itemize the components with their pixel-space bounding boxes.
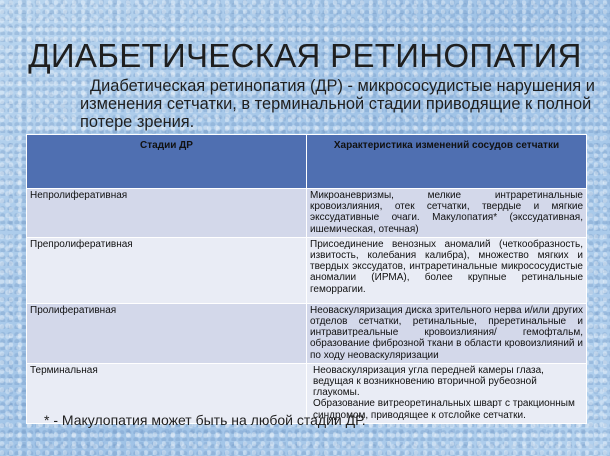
- stage-cell: Непролиферативная: [27, 189, 307, 238]
- stage-cell: Препролиферативная: [27, 237, 307, 303]
- description-line-1: Неоваскуляризация угла передней камеры глаза, ведущая к возникновению вторичной рубеозной глаукомы.: [313, 364, 544, 399]
- header-characteristic: Характеристика изменений сосудов сетчатки: [307, 135, 587, 189]
- stage-cell: Терминальная: [27, 363, 307, 423]
- dr-stages-table: [26, 134, 587, 424]
- table-row: [27, 189, 587, 238]
- header-stage: Стадии ДР: [27, 135, 307, 189]
- intro-line-1: Диабетическая ретинопатия (ДР) - микрососудистые нарушения и: [90, 77, 595, 95]
- table-row: [27, 237, 587, 303]
- description-cell: Микроаневризмы, мелкие интраретинальные кровоизлияния, отек сетчатки, твердые и мягкие экссудативные очаги. Макулопатия* (экссудативная, ишемическая, отечная): [307, 189, 587, 238]
- intro-paragraph: [80, 77, 595, 131]
- slide-title: ДИАБЕТИЧЕСКАЯ РЕТИНОПАТИЯ: [28, 37, 582, 74]
- stage-cell: Пролиферативная: [27, 303, 307, 363]
- intro-line-3: потере зрения.: [80, 113, 195, 131]
- table-header-row: [27, 135, 587, 189]
- description-cell: Присоединение венозных аномалий (четкообразность, извитость, колебания калибра), множество мягких и твердых экссудатов, интраретинальные микрососудистые аномалии (ИРМА), более крупные ретинальные геморрагии.: [307, 237, 587, 303]
- description-cell: Неоваскуляризация диска зрительного нерва и/или других отделов сетчатки, ретинальные, преретинальные и интравитреальные кровоизлияния/ гемофтальм, образование фиброзной ткани в области кровоизлияний и по ходу неоваскуляризации: [307, 303, 587, 363]
- description-line-2: Образование витреоретинальных шварт с тракционным синдромом, приводящее к отслойке сетчатки.: [313, 398, 575, 421]
- intro-line-2: изменения сетчатки, в терминальной стадии приводящие к полной: [80, 95, 592, 113]
- footnote: * - Макулопатия может быть на любой стадии ДР.: [44, 412, 366, 428]
- table-row: [27, 303, 587, 363]
